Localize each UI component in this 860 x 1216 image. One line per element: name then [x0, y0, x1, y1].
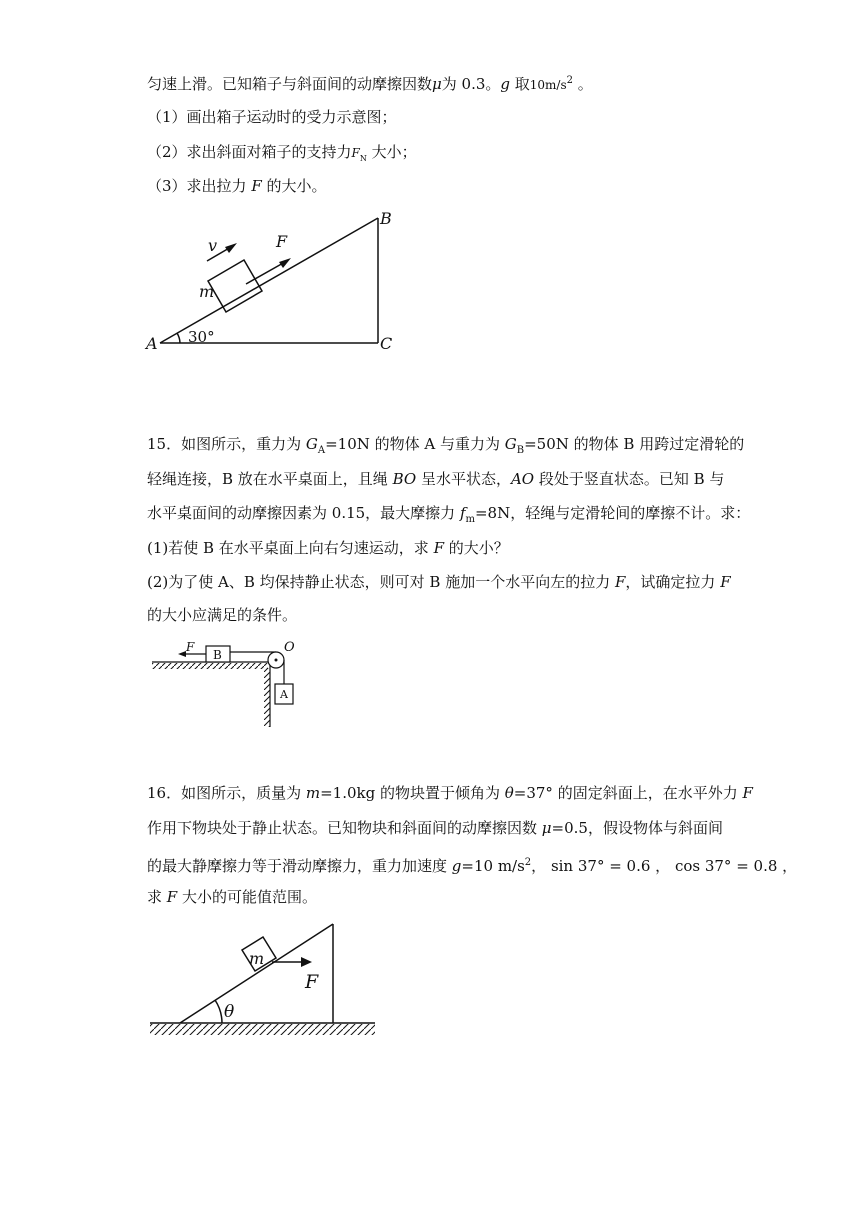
- q16-line-1: 16．如图所示，质量为 m=1.0kg 的物块置于倾角为 θ=37° 的固定斜面上，在水平外力 F: [147, 784, 753, 802]
- label-theta: θ: [224, 1002, 235, 1022]
- q16-line-4: 求 F 大小的可能值范围。: [147, 888, 317, 906]
- q15-line-3: 水平桌面间的动摩擦因素为 0.15，最大摩擦力 $f_m=8N$，轻绳与定滑轮间的摩擦不计。求：: [147, 504, 751, 525]
- q16-line-2: 作用下物块处于静止状态。已知物块和斜面间的动摩擦因数 μ=0.5，假设物体与斜面间: [147, 819, 723, 837]
- q15-line-1: 15．如图所示，重力为 $G_A=10N$ 的物体 A 与重力为 $G_B=50N$ 的物体 B 用跨过定滑轮的: [147, 435, 745, 456]
- label-B: B: [380, 209, 392, 228]
- label-F-16: F: [305, 971, 319, 993]
- q16-line-3: 的最大静摩擦力等于滑动摩擦力，重力加速度 g=10 $m/s^2$， sin 37° = 0.6 ， cos 37° = 0.8 ，: [147, 857, 798, 875]
- label-m-16: m: [249, 949, 265, 968]
- q15-line-2: 轻绳连接，B 放在水平桌面上，且绳 BO 呈水平状态，AO 段处于竖直状态。已知 B 与: [147, 470, 725, 488]
- label-O-15: O: [284, 640, 295, 655]
- label-F-15: F: [186, 640, 195, 654]
- q14-sub-3: （3）求出拉力 F 的大小。: [147, 177, 327, 195]
- q15-line-5: (2)为了使 A、B 均保持静止状态，则可对 B 施加一个水平向左的拉力 F，试确定拉力 F: [147, 573, 731, 591]
- mu-symbol: μ: [432, 75, 442, 93]
- label-A-15: A: [280, 688, 288, 701]
- q14-sub-2: （2）求出斜面对箱子的支持力$F_N$ 大小；: [147, 143, 417, 163]
- q15-line-6: 的大小应满足的条件。: [147, 606, 298, 624]
- label-v: v: [208, 236, 218, 255]
- q14-sub-1: （1）画出箱子运动时的受力示意图；: [147, 108, 397, 126]
- label-F: F: [276, 232, 288, 251]
- label-m: m: [199, 282, 215, 301]
- theta-arc: [215, 1000, 222, 1023]
- q14-line-1: 匀速上滑。已知箱子与斜面间的动摩擦因数μ为 0.3。g 取$10m/s^2$ 。: [147, 75, 593, 93]
- force-F-head-16: [301, 957, 312, 967]
- ground-hatching: [150, 1024, 375, 1035]
- label-angle: 30°: [188, 328, 215, 346]
- q15-line-4: (1)若使 B 在水平桌面上向右匀速运动，求 F 的大小？: [147, 539, 509, 557]
- label-B-15: B: [213, 648, 222, 662]
- label-A: A: [146, 334, 158, 353]
- label-C: C: [380, 334, 393, 353]
